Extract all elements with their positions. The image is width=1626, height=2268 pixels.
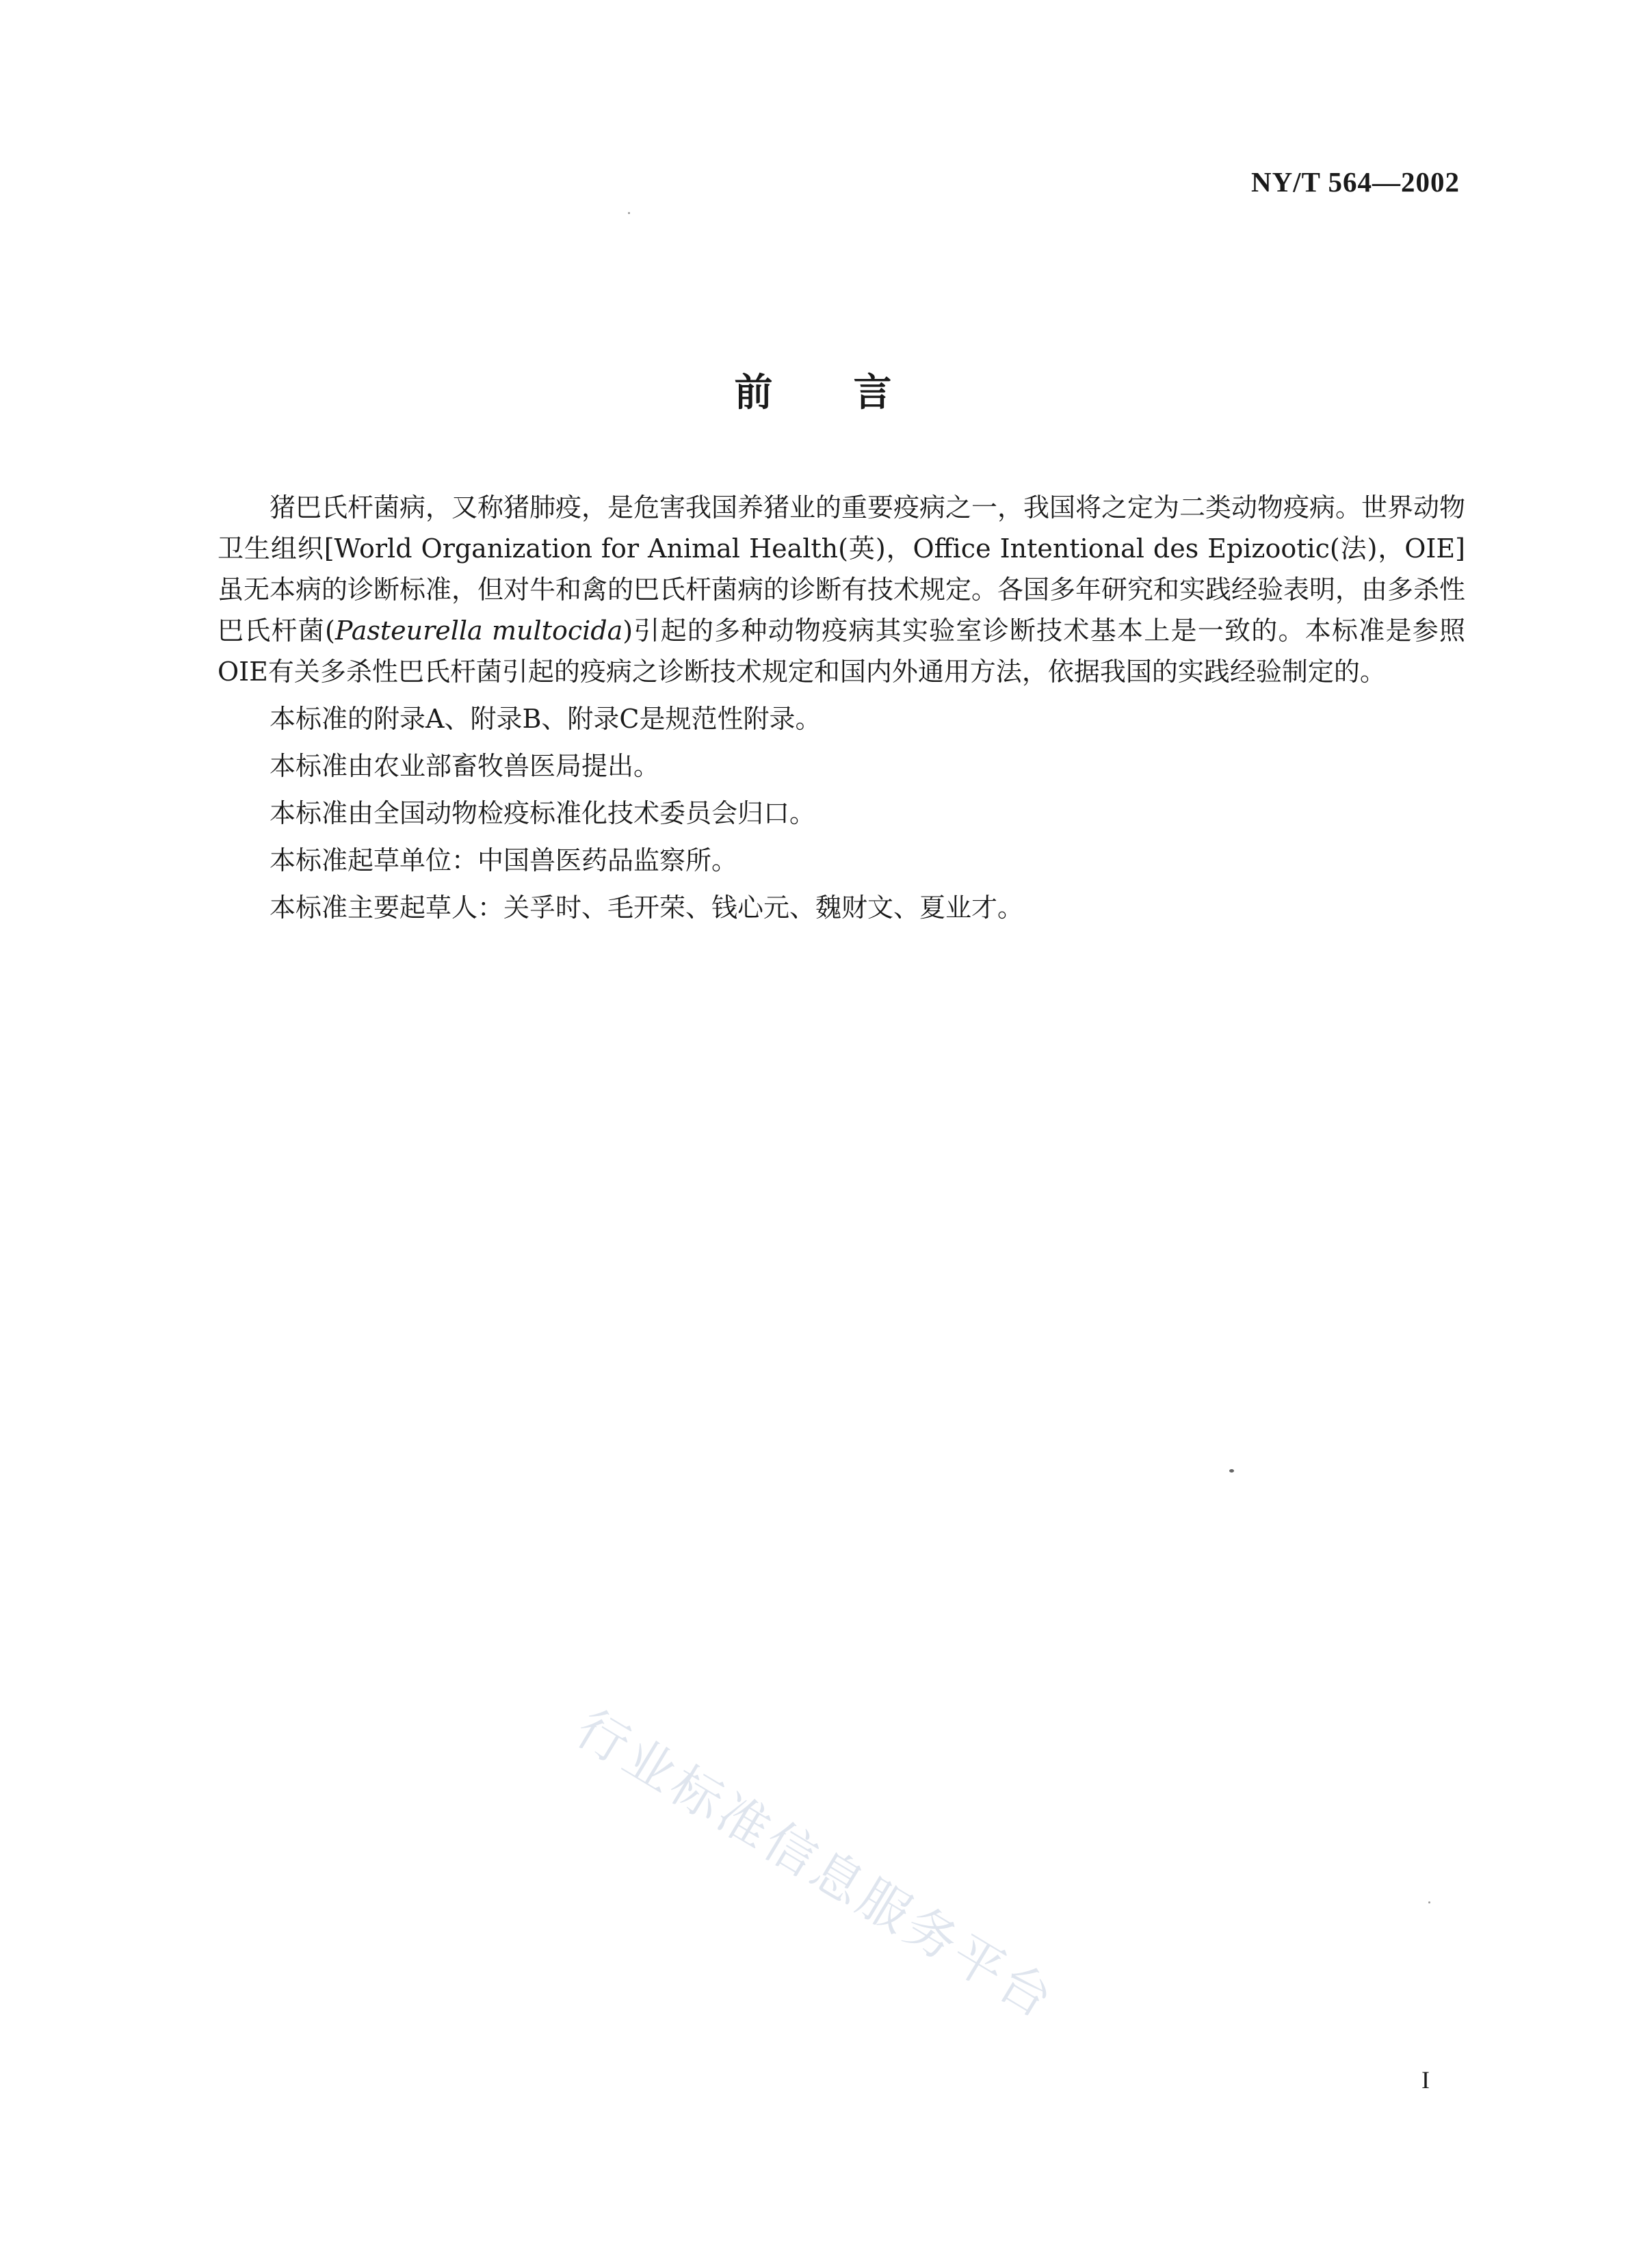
appendix-statement: 本标准的附录A、附录B、附录C是规范性附录。 [270, 704, 822, 734]
scan-speck [1229, 1469, 1234, 1473]
drafters-statement: 本标准主要起草人：关孚时、毛开荣、钱心元、魏财文、夏业才。 [270, 893, 1024, 923]
species-name: Pasteurella multocida [335, 616, 623, 646]
scan-speck [1428, 1901, 1430, 1903]
document-code: NY/T 564—2002 [1251, 166, 1460, 198]
watermark: 行业标准信息服务平台 [566, 1698, 1066, 2031]
proposed-by-statement: 本标准由农业部畜牧兽医局提出。 [270, 751, 660, 781]
scan-speck [628, 212, 630, 214]
intro-text-part2: )引起的多种动物疫病其实验室诊断技术基本上是一致的。本标准是参照OIE有关多杀性巴氏杆菌引起的疫病之诊断技术规定和国内外通用方法，依据我国的实践经验制定的。 [218, 616, 1465, 687]
drafting-unit-statement: 本标准起草单位：中国兽医药品监察所。 [270, 845, 738, 875]
centralized-by-statement: 本标准由全国动物检疫标准化技术委员会归口。 [270, 798, 816, 828]
foreword-body [218, 487, 1465, 928]
intro-text-part1: 猪巴氏杆菌病，又称猪肺疫，是危害我国养猪业的重要疫病之一，我国将之定为二类动物疫病。世界动物卫生组织[World Organization for Animal Health(英)，Office Intentional des Epizootic(法)，OIE]虽无本病的诊断标准，但对牛和禽的巴氏杆菌病的诊断有技术规定。各国多年研究和实践经验表明，由多杀性巴氏杆菌( [218, 492, 1466, 646]
page-title: 前言 [734, 371, 973, 415]
intro-paragraph [218, 487, 1465, 692]
page-number: I [1421, 2066, 1430, 2094]
